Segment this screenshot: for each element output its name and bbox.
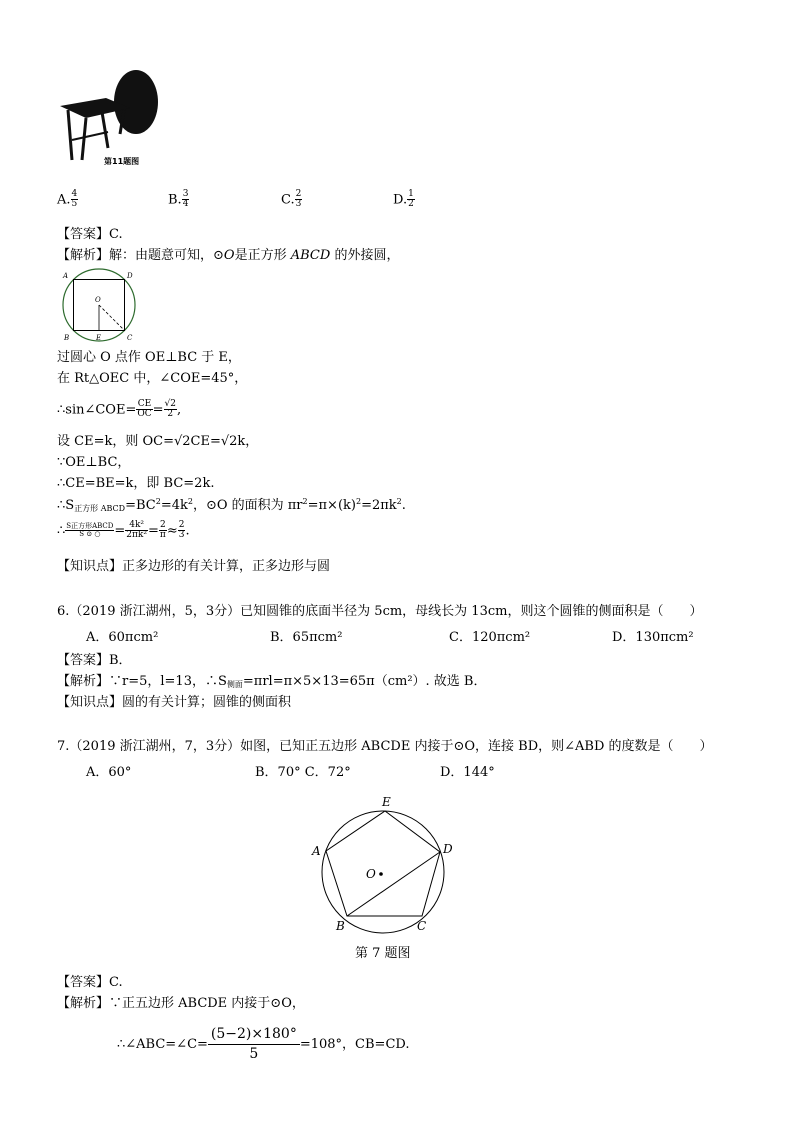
q7-answer: 【答案】C. [57, 975, 123, 990]
label-o: O [366, 867, 376, 881]
q5-analysis-intro: 【解析】解：由题意可知，⊙O是正方形 ABCD 的外接圆， [57, 248, 400, 263]
label-c: C [417, 919, 427, 933]
q5-step7: $\therefore S_{正方形 ABCD}=BC^2=4k^2$，⊙O 的面积为 $\pi r^2=\pi\times(k)^2=2\pi k^2$. [57, 497, 406, 513]
q5-step4: 设 CE=k，则 OC=√2CE=√2k， [57, 434, 259, 449]
circle-o [322, 811, 444, 933]
label-c: C [127, 334, 133, 342]
label-d: D [443, 842, 453, 856]
option-b: B. $\frac{3}{4}$ [168, 189, 189, 210]
q11-figure-caption: 第11题图 [104, 157, 140, 166]
q6-option-b: B．65πcm² [270, 630, 343, 645]
segment-bd [347, 852, 440, 916]
label-e: E [96, 334, 102, 342]
q7-figure-caption: 第 7 题图 [355, 946, 411, 961]
option-a: A. $\frac{4}{5}$ [57, 189, 78, 210]
q5-square-circle-figure [56, 268, 142, 344]
q5-answer: 【答案】C. [57, 227, 123, 242]
q6-stem: 6.（2019 浙江湖州，5，3分）已知圆锥的底面半径为 5cm，母线长为 13cm，则这个圆锥的侧面积是（ ） [57, 604, 703, 619]
label-b: B [64, 334, 70, 342]
segment-oc [99, 305, 124, 330]
q5-step3: ∴sin∠COE= $\frac{CE}{OC}$ = $\frac{√2}{2}$ , [57, 399, 182, 420]
q6-analysis: 【解析】∵r=5，l=13，$\therefore S_{侧面}=\pi rl=\pi\times 5\times 13=65\pi(cm^2)$. 故选 B． [57, 674, 487, 689]
q7-pentagon-figure [305, 790, 465, 938]
q5-step8: ∴ $\frac{\text{S正方形ABCD}}{S ⊙ ○}$ = $\frac{\text{4k²}}{\text{2πk²}}$ = $\frac{2}{\pi}$ ≈ $\frac{2}{3}$ . [57, 520, 190, 541]
q5-knowledge: 【知识点】正多边形的有关计算，正多边形与圆 [57, 559, 331, 574]
q6-option-d: D．130πcm² [612, 630, 694, 645]
option-d: D. $\frac{1}{2}$ [393, 189, 414, 210]
table-leg [68, 110, 72, 160]
center-dot [379, 872, 383, 876]
q5-step2: 在 Rt△OEC 中，∠COE=45°， [57, 371, 248, 386]
label-e: E [382, 795, 391, 809]
q7-formula: ∴∠ABC=∠C= $\frac{(5-2)\times 180^\circ}{5}$ =108°，CB=CD. [117, 1026, 410, 1062]
q7-option-d: D．144° [440, 765, 495, 780]
table-brace [72, 132, 108, 140]
q11-table-figure [56, 68, 166, 162]
q7-option-a: A．60° [86, 765, 132, 780]
q7-option-bc: B．70° C．72° [255, 765, 351, 780]
q7-stem: 7.（2019 浙江湖州，7，3分）如图，已知正五边形 ABCDE 内接于⊙O，连接 BD，则∠ABD 的度数是（ ） [57, 739, 713, 754]
q6-knowledge: 【知识点】圆的有关计算；圆锥的侧面积 [57, 695, 292, 710]
q6-option-c: C．120πcm² [449, 630, 531, 645]
label-a: A [312, 844, 321, 858]
table-leg [102, 112, 108, 148]
label-o: O [95, 296, 101, 304]
label-a: A [63, 272, 69, 280]
table-leg [82, 118, 86, 160]
q6-option-a: A．60πcm² [86, 630, 159, 645]
label-d: D [127, 272, 133, 280]
q5-step5: ∵OE⊥BC， [57, 455, 131, 470]
label-b: B [336, 919, 345, 933]
q7-analysis: 【解析】∵正五边形 ABCDE 内接于⊙O， [57, 996, 305, 1011]
q5-step1: 过圆心 O 点作 OE⊥BC 于 E， [57, 350, 241, 365]
q5-step6: ∴CE=BE=k，即 BC=2k. [57, 476, 215, 491]
option-c: C. $\frac{2}{3}$ [281, 189, 302, 210]
q6-answer: 【答案】B． [57, 653, 132, 668]
